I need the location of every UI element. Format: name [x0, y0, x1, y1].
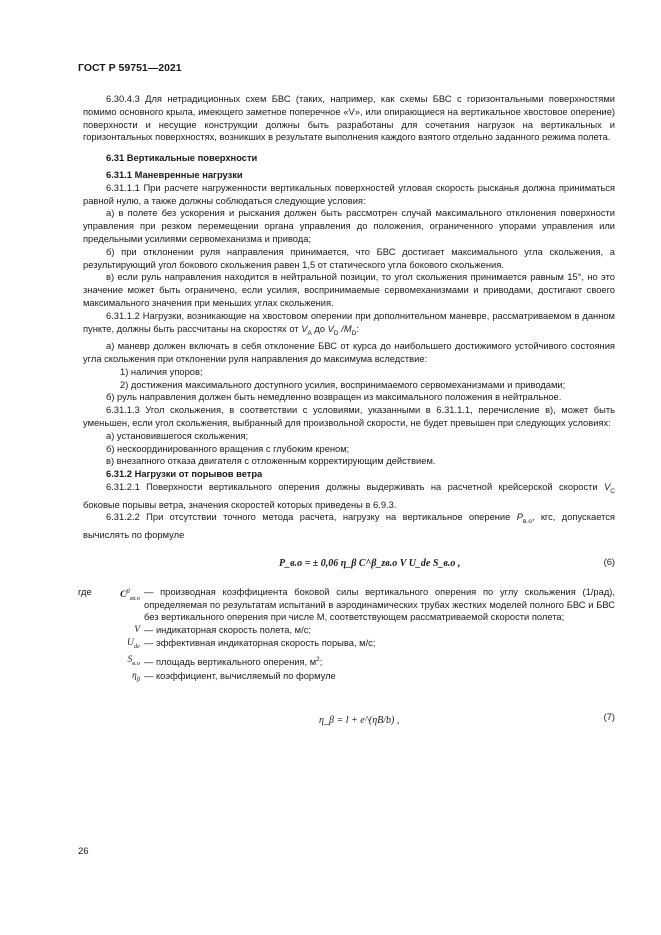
list-item-b3: б) нескоординированного вращения с глубоким креном;	[106, 443, 350, 454]
list-item-v1: в) если руль направления находится в нейтральной позиции, то угол скольжения принимается равным 15°, но это значение может быть ограничено, если усилия, воспринимаемые сервомеханизмами и приводами, достигают своего максимального значения при меньших углах скольжения.	[83, 272, 615, 308]
paragraph-6-31-2-1: 6.31.2.1 Поверхности вертикального оперения должны выдерживать на расчетной крейсерской скорости $V_C$ боковые порывы ветра, значения скоростей которых приведены в 6.9.3.	[83, 481, 615, 510]
symbol-s: $S_{в.о}$	[127, 654, 140, 667]
definition-c: $C^\beta_{zв.о}$ — производная коэффициента боковой силы вертикального оперения по углу скольжения (1/рад), определяемая по результатам испытаний в аэродинамических трубах жестких моделей полного БВС и БВС без вертикального оперения при числе M, соответствующем рассматриваемой скорости полета;	[83, 586, 615, 624]
equation-7-number: (7)	[603, 712, 615, 723]
equation-6-number: (6)	[603, 556, 615, 567]
definition-s: $S_{в.о}$ — площадь вертикального оперения, $м^2$;	[83, 654, 615, 671]
symbol-v: V	[134, 625, 140, 636]
list-item-b1: б) при отклонении руля направления принимается, что БВС достигает максимального угла скольжения, а результирующий угол бокового скольжения равен 1,5 от статического угла бокового скольжения.	[83, 246, 615, 270]
symbol-eta: $\eta_\beta$	[132, 671, 140, 684]
equation-7	[83, 709, 615, 731]
list-item-v3: в) внезапного отказа двигателя с отложенным корректирующим действием.	[106, 456, 436, 467]
list-item-a2-1: 1) наличия упоров;	[120, 366, 203, 377]
paragraph-6-31-1-1: 6.31.1.1 При расчете нагруженности вертикальных поверхностей угловая скорость рысканья должна приниматься равной нулю, а также должны соблюдаться следующие условия:	[83, 182, 615, 206]
list-item-b2: б) руль направления должен быть немедленно возвращен из максимального положения в нейтральное.	[106, 392, 562, 403]
symbol-definitions	[78, 586, 615, 687]
definition-u: $U_{de}$ — эффективная индикаторная скорость порыва, м/с;	[83, 637, 615, 654]
subsection-heading-6-31-1: 6.31.1 Маневренные нагрузки	[106, 169, 243, 180]
list-item-a2-2: 2) достижения максимального доступного усилия, воспринимаемого сервомеханизмами и приводами;	[120, 379, 566, 390]
symbol-c: $C^\beta_{zв.о}$	[120, 587, 140, 602]
symbol-u: $U_{de}$	[126, 638, 140, 650]
paragraph-6-31-2-2: 6.31.2.2 При отсутствии точного метода расчета, нагрузку на вертикальное оперение $P_{в.о}$, кгс, допускается вычислять по формуле	[83, 512, 615, 541]
paragraph-6-30-4-3: 6.30.4.3 Для нетрадиционных схем БВС (таких, например, как схемы БВС с горизонтальными поверхностями помимо основного крыла, имеющего заметное поперечное «V», или опирающиеся на вертикальное хвостовое оперение) поверхности и несущие конструкции должны быть разработаны для сочетания нагрузок на вертикальных и горизонтальных поверхностях, возникших в результате выполнения каждого взятого отдельно заданного режима полета.	[83, 94, 615, 143]
paragraph-6-31-1-3: 6.31.1.3 Угол скольжения, в соответствии с условиями, указанными в 6.31.1.1, перечисление в), может быть уменьшен, если угол скольжения, выбранный для произвольной скорости, не будет превышен при следующих условиях:	[83, 405, 615, 428]
page-number: 26	[78, 846, 89, 857]
equation-7-formula: η_β = l + e^(ηB/b) ,	[319, 715, 400, 727]
equation-6-formula: P_в.о = ± 0,06 η_β C^β_zв.о V U_de S_в.о ,	[279, 557, 461, 569]
paragraph-6-31-1-2: 6.31.1.2 Нагрузки, возникающие на хвостовом оперении при дополнительном маневре, рассматриваемом в данном пункте, должны быть рассчитаны на скоростях от $V_A$ до $V_D$ $/M_D$:	[83, 310, 615, 337]
where-label: где	[78, 586, 92, 597]
definition-eta: $\eta_\beta$ — коэффициент, вычисляемый по формуле	[83, 670, 615, 687]
list-item-a2: а) маневр должен включать в себя отклонение БВС от курса до наибольшего достижимого устойчивого состояния угла скольжения при отклонении руля направления до максимума вследствие:	[83, 341, 615, 364]
section-heading-6-31: 6.31 Вертикальные поверхности	[106, 153, 258, 164]
document-body	[78, 93, 615, 757]
definition-v: V — индикаторная скорость полета, м/с;	[83, 624, 615, 637]
subsection-heading-6-31-2: 6.31.2 Нагрузки от порывов ветра	[106, 469, 263, 480]
list-item-a1: а) в полете без ускорения и рыскания должен быть рассмотрен случай максимального отклонения поверхности управления при резком перемещении органа управления до положения, ограниченного упорами управления или предельными усилиями сервомеханизма и привода;	[83, 208, 615, 244]
equation-6	[83, 556, 615, 576]
list-item-a3: а) установившегося скольжения;	[106, 430, 249, 441]
standard-header: ГОСТ Р 59751—2021	[78, 62, 182, 74]
